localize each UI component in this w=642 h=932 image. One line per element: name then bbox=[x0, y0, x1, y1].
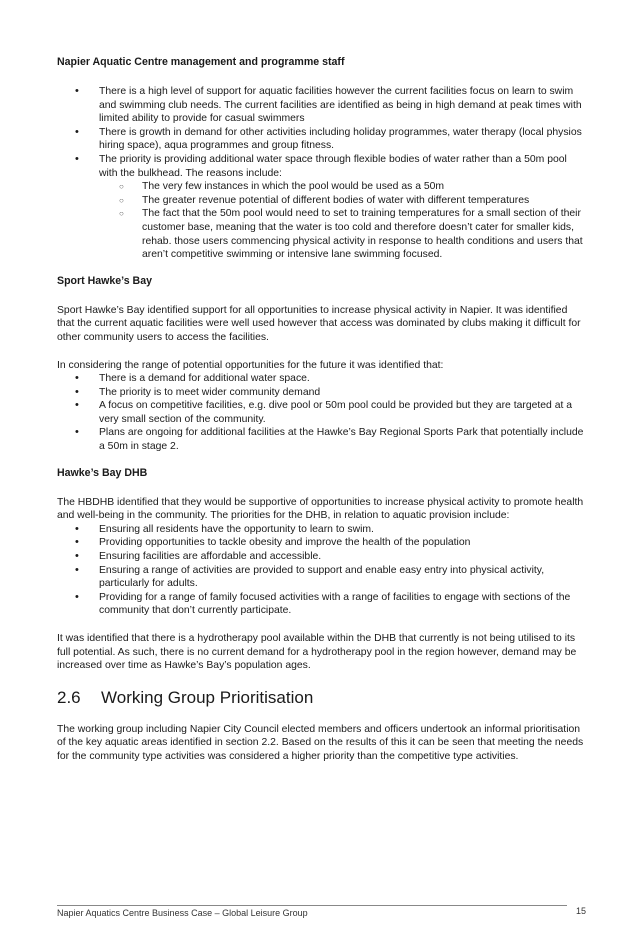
list-item: • A focus on competitive facilities, e.g. dive pool or 50m pool could be provided but they are targeted at a very small section of the community. bbox=[57, 399, 587, 426]
heading-napier-staff: Napier Aquatic Centre management and programme staff bbox=[57, 56, 345, 68]
list-item: • There is growth in demand for other activities including holiday programmes, water therapy (local physios hiring space), aqua programmes and group fitness. bbox=[57, 126, 587, 153]
section-title: Working Group Prioritisation bbox=[101, 687, 314, 707]
sub-list-item: ○ The greater revenue potential of different bodies of water with different temperatures bbox=[99, 194, 587, 208]
footer-divider bbox=[57, 905, 567, 906]
list-item: • Providing for a range of family focused activities with a range of facilities to engage with sections of the community that don’t currently participate. bbox=[57, 591, 587, 618]
list-item: • Plans are ongoing for additional facilities at the Hawke’s Bay Regional Sports Park that potentially include a 50m in stage 2. bbox=[57, 426, 587, 453]
dhb-bullet-list bbox=[57, 523, 587, 618]
list-item: • Ensuring a range of activities are provided to support and enable easy entry into physical activity, particularly for adults. bbox=[57, 564, 587, 591]
page-number: 15 bbox=[576, 906, 587, 916]
document-page bbox=[57, 55, 587, 778]
footer-text: Napier Aquatics Centre Business Case – Global Leisure Group bbox=[57, 908, 308, 918]
sub-list-item: ○ The very few instances in which the pool would be used as a 50m bbox=[99, 180, 587, 194]
sport-paragraph-1: Sport Hawke’s Bay identified support for all opportunities to increase physical activity in Napier. It was identified that the current aquatic facilities were well used however that access was dominated by clubs making it difficult for other community users to access the facilities. bbox=[57, 304, 581, 343]
section-heading-working-group bbox=[57, 687, 587, 709]
list-item: • The priority is to meet wider community demand bbox=[57, 386, 587, 400]
list-item: • Ensuring facilities are affordable and accessible. bbox=[57, 550, 587, 564]
working-group-paragraph: The working group including Napier City Council elected members and officers undertook an informal prioritisation of the key aquatic areas identified in section 2.2. Based on the results of this it can be seen that meeting the needs for the community type activities was considered a higher priority than the competitive type activities. bbox=[57, 723, 584, 762]
napier-sub-bullet-list bbox=[99, 180, 587, 262]
list-item bbox=[57, 153, 587, 262]
heading-sport-hawkes-bay: Sport Hawke’s Bay bbox=[57, 274, 152, 287]
dhb-paragraph-1: The HBDHB identified that they would be supportive of opportunities to increase physical activity to promote health and well-being in the community. The priorities for the DHB, in relation to aquatic provision include: bbox=[57, 496, 584, 522]
sport-paragraph-2: In considering the range of potential opportunities for the future it was identified that: bbox=[57, 359, 444, 371]
list-item-text: The priority is providing additional water space through flexible bodies of water rather than a 50m pool with the bulkhead. The reasons include: bbox=[99, 153, 567, 179]
list-item: • There is a demand for additional water space. bbox=[57, 372, 587, 386]
list-item: • Providing opportunities to tackle obesity and improve the health of the population bbox=[57, 536, 587, 550]
heading-hawkes-bay-dhb: Hawke’s Bay DHB bbox=[57, 466, 148, 479]
sub-list-item: ○ The fact that the 50m pool would need to set to training temperatures for a small section of their customer base, meaning that the water is too cold and therefore doesn’t cater for smaller kids, rehab. those users commencing physical activity in response to health conditions and users that aren’t competitive swimming or intensive lane swimming focused. bbox=[99, 207, 587, 261]
napier-bullet-list bbox=[57, 85, 587, 262]
dhb-paragraph-2: It was identified that there is a hydrotherapy pool available within the DHB that currently is not being utilised to its full potential. As such, there is no current demand for a hydrotherapy pool in the region however, demand may be increased over time as Hawke’s Bay’s population ages. bbox=[57, 633, 577, 672]
section-number: 2.6 bbox=[57, 687, 81, 707]
list-item: • Ensuring all residents have the opportunity to learn to swim. bbox=[57, 523, 587, 537]
sport-bullet-list bbox=[57, 372, 587, 454]
list-item: • There is a high level of support for aquatic facilities however the current facilities focus on learn to swim and swimming club needs. The current facilities are identified as being in high demand at peak times with limited ability to provide for casual swimmers bbox=[57, 85, 587, 126]
